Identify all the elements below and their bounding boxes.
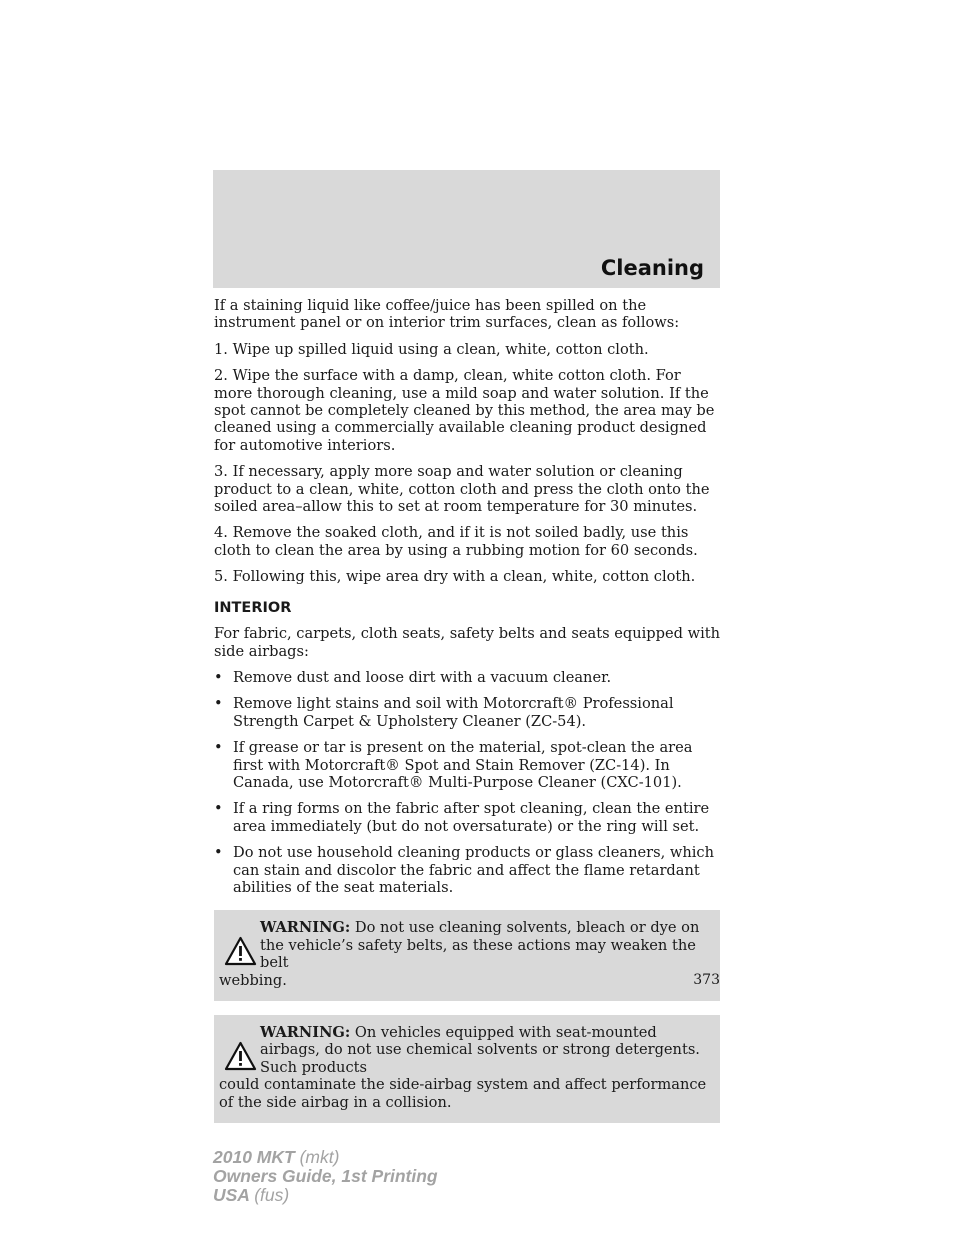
- bullet-icon: •: [214, 739, 223, 757]
- bullet-text: If a ring forms on the fabric after spot cleaning, clean the entire area immediately (but do not oversaturate) or the ring will set.: [233, 800, 710, 835]
- warning-box-seat-airbags: [214, 1015, 720, 1123]
- page-number: 373: [693, 972, 720, 988]
- footer-model: 2010 MKT: [213, 1147, 295, 1167]
- warning-text-continued: webbing.: [219, 971, 287, 989]
- interior-intro: For fabric, carpets, cloth seats, safety belts and seats equipped with side airbags:: [214, 625, 720, 660]
- warning-triangle-icon: [224, 1041, 257, 1071]
- warning-text-continued: could contaminate the side-airbag system and affect performance of the side airbag in a collision.: [219, 1076, 707, 1111]
- list-item: [214, 739, 720, 791]
- interior-bullet-list: [214, 669, 720, 896]
- list-item: [214, 844, 720, 896]
- warning-text: On vehicles equipped with seat-mounted airbags, do not use chemical solvents or strong detergents. Such products: [260, 1024, 700, 1076]
- bullet-icon: •: [214, 800, 223, 818]
- step-2: 2. Wipe the surface with a damp, clean, white cotton cloth. For more thorough cleaning, use a mild soap and water solution. If the spot cannot be completely cleaned by this method, the area may be cleaned using a commercially available cleaning product designed for automotive interiors.: [214, 367, 715, 454]
- bullet-icon: •: [214, 668, 223, 686]
- bullet-text: Remove dust and loose dirt with a vacuum cleaner.: [233, 668, 612, 686]
- list-item: [214, 800, 720, 835]
- intro-paragraph: If a staining liquid like coffee/juice has been spilled on the instrument panel or on interior trim surfaces, clean as follows:: [214, 297, 680, 332]
- warning-label: WARNING:: [260, 1024, 351, 1041]
- warning-label: WARNING:: [260, 919, 351, 937]
- interior-heading: INTERIOR: [214, 599, 292, 616]
- step-1: 1. Wipe up spilled liquid using a clean, white, cotton cloth.: [214, 340, 649, 358]
- warning-box-safety-belts: [214, 910, 720, 1001]
- print-footer: [213, 1148, 438, 1205]
- footer-edition: Owners Guide, 1st Printing: [213, 1166, 438, 1186]
- footer-market: USA: [213, 1185, 250, 1205]
- page-content: [214, 297, 720, 1137]
- footer-market-code: (fus): [254, 1185, 290, 1205]
- bullet-icon: •: [214, 844, 223, 862]
- bullet-text: Remove light stains and soil with Motorcraft® Professional Strength Carpet & Upholstery Cleaner (ZC-54).: [233, 695, 674, 730]
- chapter-title: Cleaning: [600, 256, 704, 280]
- step-5: 5. Following this, wipe area dry with a clean, white, cotton cloth.: [214, 568, 696, 586]
- warning-text: Do not use cleaning solvents, bleach or dye on the vehicle’s safety belts, as these actions may weaken the belt: [260, 919, 700, 972]
- footer-model-code: (mkt): [299, 1147, 340, 1167]
- step-4: 4. Remove the soaked cloth, and if it is not soiled badly, use this cloth to clean the area by using a rubbing motion for 60 seconds.: [214, 524, 698, 559]
- bullet-text: If grease or tar is present on the material, spot-clean the area first with Motorcraft® Spot and Stain Remover (ZC-14). In Canada, use Motorcraft® Multi-Purpose Cleaner (CXC-101).: [233, 739, 693, 791]
- warning-triangle-icon: [224, 936, 257, 966]
- chapter-header: [213, 170, 720, 288]
- step-3: 3. If necessary, apply more soap and water solution or cleaning product to a clean, white, cotton cloth and press the cloth onto the soiled area–allow this to set at room temperature for 30 minutes.: [214, 463, 710, 516]
- bullet-icon: •: [214, 695, 223, 713]
- list-item: [214, 669, 720, 686]
- bullet-text: Do not use household cleaning products or glass cleaners, which can stain and discolor the fabric and affect the flame retardant abilities of the seat materials.: [233, 844, 714, 896]
- list-item: [214, 695, 720, 730]
